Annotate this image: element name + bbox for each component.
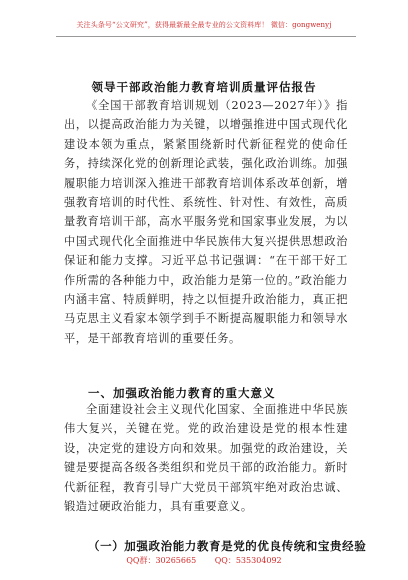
document-title: 领导干部政治能力教育培训质量评估报告 — [91, 80, 317, 94]
header-divider — [56, 36, 356, 37]
footer-contact — [0, 555, 408, 566]
footer-qq-group: QQ群：30265665 — [126, 556, 197, 565]
header-promo-note: 关注头条号“公文研究”，获得最新最全最专业的公文资料库！ 微信：gongwenyj — [76, 21, 332, 29]
section-heading-1: 一、加强政治能力教育的重大意义 — [88, 386, 276, 400]
body-paragraph-1: 《全国干部教育培训规划（2023—2027年）》指出，以提高政治能力为关键，以增强推进中国式现代化建设本领为重点，紧紧围绕新时代新征程党的使命任务，持续深化党的创新理论武装，强化政治训练。加强履职能力培训深入推进干部教育培训体系改革创新，增强教育培训的时代性、系统性、针对性、有效性，高质量教育培训干部，高水平服务党和国家事业发展，为以中国式现代化全面推进中华民族伟大复兴提供思想政治保证和能力支撑。习近平总书记强调：“在干部干好工作所需的各种能力中，政治能力是第一位的。”政治能力内涵丰富、特质鲜明，持之以恒提升政治能力，真正把马克思主义看家本领学到手不断提高履职能力和领导水平，是干部教育培训的重要任务。 — [64, 99, 348, 345]
subsection-heading-1: （一）加强政治能力教育是党的优良传统和宝贵经验 — [88, 539, 367, 553]
body-paragraph-2: 全面建设社会主义现代化国家、全面推进中华民族伟大复兴，关键在党。党的政治建设是党的根本性建设，决定党的建设方向和效果。加强党的政治建设，关键是要提高各级各类组织和党员干部的政治能力。新时代新征程，教育引导广大党员干部筑牢绝对政治忠诚、锻造过硬政治能力，具有重要意义。 — [64, 403, 348, 514]
footer-qq-number: QQ：535304092 — [214, 556, 282, 565]
